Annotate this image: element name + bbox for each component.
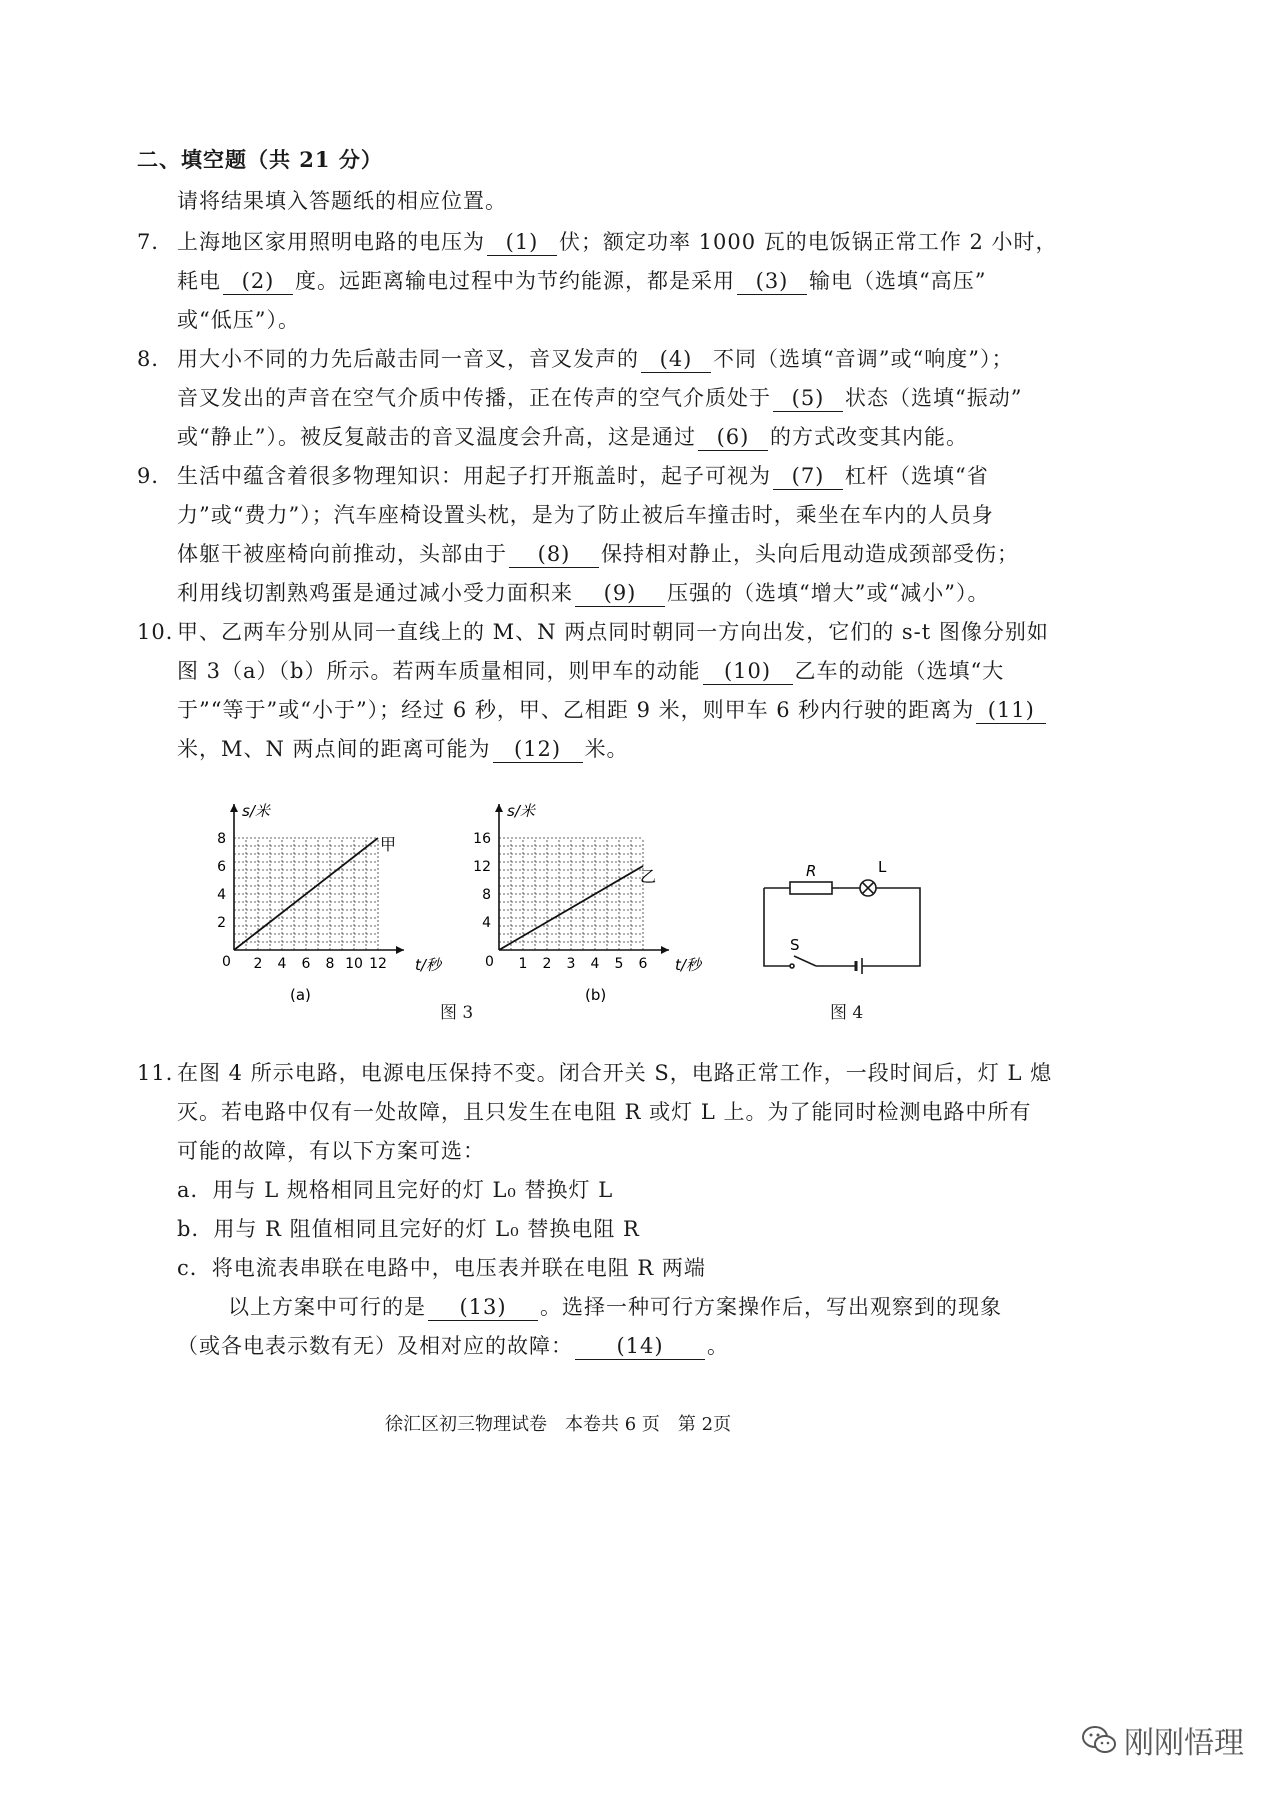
watermark-text: 刚刚悟理 <box>1124 1726 1244 1761</box>
q10-line-1: 10．甲、乙两车分别从同一直线上的 M、N 两点同时朝同一方向出发，它们的 s-t 图像分别如 <box>137 620 1049 644</box>
answer-blank-5[interactable]: (5) <box>773 385 843 412</box>
q8-line-3: 或“静止”）。被反复敲击的音叉温度会升高，这是通过 (6) 的方式改变其内能。 <box>177 425 968 449</box>
figure-3a <box>190 790 450 1010</box>
chart-a-series-label: 甲 <box>380 835 397 854</box>
q10-line-2: 图 3（a）（b）所示。若两车质量相同，则甲车的动能 (10) 乙车的动能（选填“大 <box>177 659 1005 683</box>
answer-blank-10[interactable]: (10) <box>703 658 793 685</box>
chart-b-x-tick-label: 1 <box>518 956 528 972</box>
figure-3-caption: 图 3 <box>440 1003 474 1023</box>
chart-a-y-tick-label: 4 <box>217 887 226 903</box>
wire-bottom-left <box>764 888 790 966</box>
chart-a-x-tick-label: 10 <box>345 956 363 972</box>
label-r: R <box>806 862 817 880</box>
q7-line-2: 耗电 (2) 度。远距离输电过程中为节约能源，都是采用 (3) 输电（选填“高压” <box>177 269 987 293</box>
label-l: L <box>878 858 887 876</box>
chart-a-x-tick-label: 12 <box>369 956 387 972</box>
q11-line-2: 灭。若电路中仅有一处故障，且只发生在电阻 R 或灯 L 上。为了能同时检测电路中所有 <box>177 1100 1032 1124</box>
chart-b-xlabel: t/秒 <box>675 956 701 974</box>
chart-a-x-tick-label: 2 <box>253 956 263 972</box>
chart-b-x-tick-label: 3 <box>566 956 576 972</box>
wire-top-right <box>862 888 920 966</box>
chart-a-x-tick-label: 4 <box>277 956 287 972</box>
q8-line-1: 8． 用大小不同的力先后敲击同一音叉，音叉发声的 (4) 不同（选填“音调”或“响度”）； <box>137 347 1014 371</box>
answer-blank-11[interactable]: (11) <box>976 697 1046 724</box>
q11-option-b: b．用与 R 阻值相同且完好的灯 L₀ 替换电阻 R <box>177 1217 640 1241</box>
answer-blank-8[interactable]: (8) <box>509 541 599 568</box>
chart-b-origin: 0 <box>485 954 494 970</box>
chart-b-y-tick-label: 4 <box>482 915 491 931</box>
answer-blank-6[interactable]: (6) <box>698 424 768 451</box>
answer-blank-4[interactable]: (4) <box>641 346 711 373</box>
watermark <box>1082 1718 1244 1762</box>
chart-b-series-label: 乙 <box>640 867 657 886</box>
chart-b-ylabel: s/米 <box>507 802 535 820</box>
q9-line-2: 力”或“费力”）；汽车座椅设置头枕，是为了防止被后车撞击时，乘坐在车内的人员身 <box>177 503 994 527</box>
figure-3b <box>455 790 715 1010</box>
answer-blank-13[interactable]: (13) <box>428 1294 538 1321</box>
q10-line-3: 于”“等于”或“小于”）；经过 6 秒，甲、乙相距 9 米，则甲车 6 秒内行驶的距离为 (11) <box>177 695 1048 725</box>
section-instruction: 请将结果填入答题纸的相应位置。 <box>177 189 507 213</box>
figure-4-circuit <box>750 850 950 980</box>
chart-b-y-tick-label: 16 <box>473 831 491 847</box>
chart-b-x-tick-label: 2 <box>542 956 552 972</box>
chart-b-x-tick-label: 5 <box>614 956 624 972</box>
chart-a-y-arrow <box>230 804 238 812</box>
label-s: S <box>790 936 800 954</box>
chart-a-xlabel: t/秒 <box>415 956 441 974</box>
chart-b-x-tick-label: 4 <box>590 956 600 972</box>
answer-blank-1[interactable]: (1) <box>487 229 557 256</box>
switch-pivot <box>790 964 794 968</box>
q7-line-1: 7． 上海地区家用照明电路的电压为 (1) 伏；额定功率 1000 瓦的电饭锅正常工作 2 小时， <box>137 230 1058 254</box>
chart-b-y-tick-label: 8 <box>482 887 491 903</box>
q9-line-3: 体躯干被座椅向前推动，头部由于 (8) 保持相对静止，头向后甩动造成颈部受伤； <box>177 542 1019 566</box>
lamp-cross <box>863 883 874 894</box>
q11-option-a: a．用与 L 规格相同且完好的灯 L₀ 替换灯 L <box>177 1178 614 1202</box>
switch-s <box>794 956 816 966</box>
chart-b-x-tick-label: 6 <box>638 956 648 972</box>
q11-line-4: 以上方案中可行的是 (13) 。选择一种可行方案操作后，写出观察到的现象 <box>228 1295 1002 1319</box>
answer-blank-7[interactable]: (7) <box>773 463 843 490</box>
q7-line-3: 或“低压”）。 <box>177 308 300 332</box>
chart-a-ylabel: s/米 <box>242 802 270 820</box>
answer-blank-12[interactable]: (12) <box>493 736 583 763</box>
answer-blank-14[interactable]: (14) <box>575 1333 705 1360</box>
wechat-icon <box>1082 1725 1116 1755</box>
figure-4-caption: 图 4 <box>830 1003 864 1023</box>
chart-a-y-tick-label: 2 <box>217 915 226 931</box>
q11-line-5: （或各电表示数有无）及相对应的故障： (14) 。 <box>177 1334 729 1358</box>
q9-line-1: 9． 生活中蕴含着很多物理知识：用起子打开瓶盖时，起子可视为 (7) 杠杆（选填“省 <box>137 464 989 488</box>
q11-line-1: 11．在图 4 所示电路，电源电压保持不变。闭合开关 S，电路正常工作，一段时间后，灯 L 熄 <box>137 1061 1053 1085</box>
chart-a-origin: 0 <box>222 954 231 970</box>
chart-b-y-tick-label: 12 <box>473 859 491 875</box>
chart-a-panel-label: (a) <box>290 986 311 1004</box>
chart-a-x-tick-label: 8 <box>325 956 335 972</box>
q9-line-4: 利用线切割熟鸡蛋是通过减小受力面积来 (9) 压强的（选填“增大”或“减小”）。 <box>177 581 990 605</box>
section-title: 二、填空题（共 21 分） <box>137 147 383 172</box>
resistor-r <box>790 882 832 894</box>
answer-blank-3[interactable]: (3) <box>737 268 807 295</box>
answer-blank-2[interactable]: (2) <box>223 268 293 295</box>
chart-b-panel-label: (b) <box>585 986 607 1004</box>
q10-line-4: 米，M、N 两点间的距离可能为 (12) 米。 <box>177 737 629 761</box>
chart-a-x-arrow <box>396 946 404 954</box>
chart-b-x-arrow <box>661 946 669 954</box>
answer-blank-9[interactable]: (9) <box>575 580 665 607</box>
chart-a-y-tick-label: 8 <box>217 831 226 847</box>
chart-b-y-arrow <box>495 804 503 812</box>
q8-line-2: 音叉发出的声音在空气介质中传播，正在传声的空气介质处于 (5) 状态（选填“振动” <box>177 386 1023 410</box>
page-footer: 徐汇区初三物理试卷 本卷共 6 页 第 2页 <box>385 1414 732 1435</box>
chart-a-x-tick-label: 6 <box>301 956 311 972</box>
q11-option-c: c．将电流表串联在电路中，电压表并联在电阻 R 两端 <box>177 1256 706 1280</box>
q11-line-3: 可能的故障，有以下方案可选： <box>177 1139 485 1163</box>
chart-a-y-tick-label: 6 <box>217 859 226 875</box>
